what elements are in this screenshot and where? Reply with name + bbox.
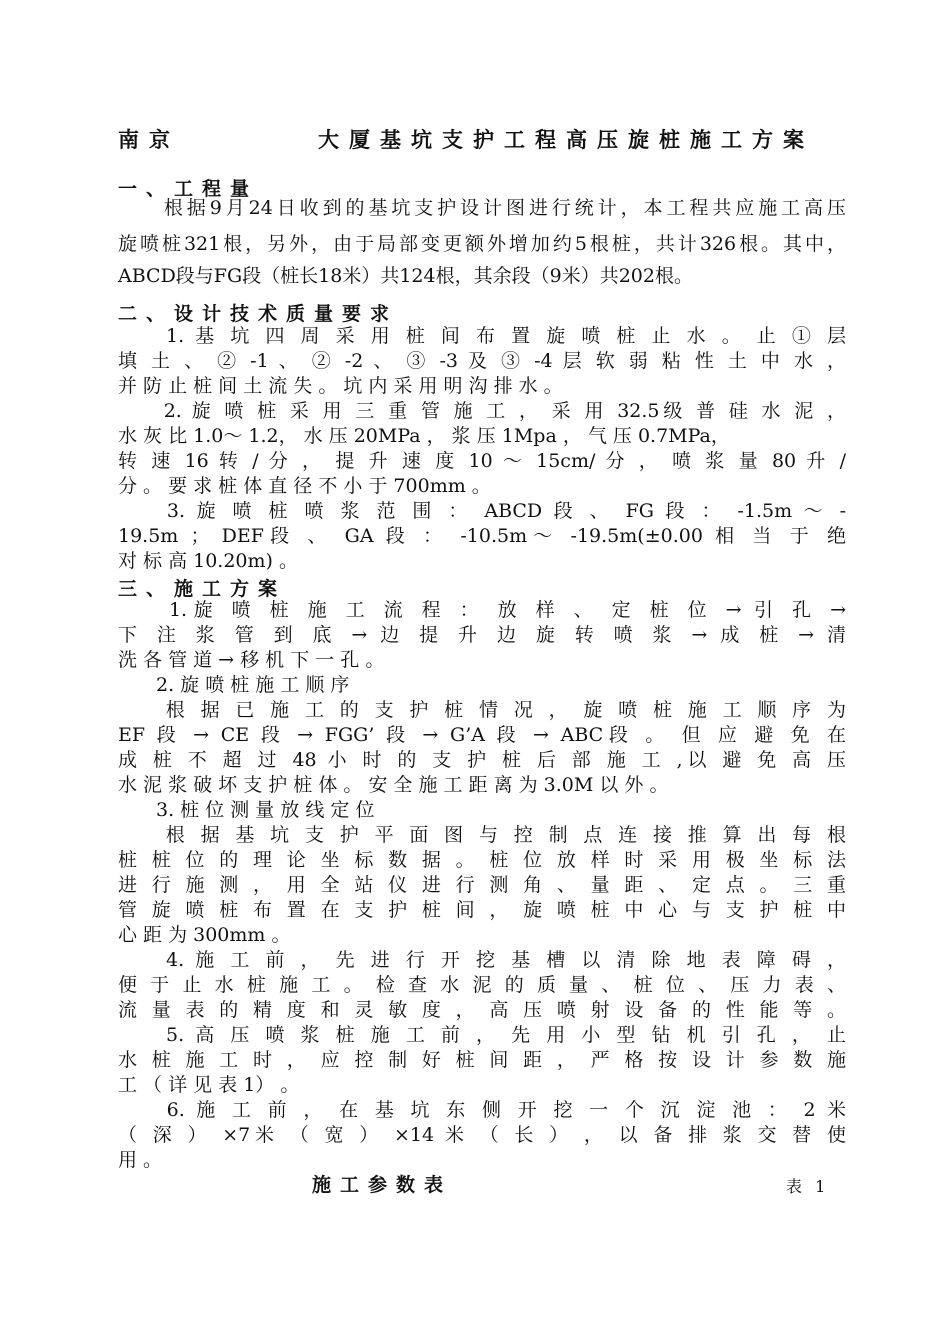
paragraph-line: 工 （ 详 见 表 1） 。 xyxy=(118,1074,300,1096)
paragraph-line: 根 据 已 施 工 的 支 护 桩 情 况 ， 旋 喷 桩 施 工 顺 序 为 xyxy=(118,699,846,721)
paragraph-line: 填 土 、 ② -1 、 ② -2 、 ③ -3 及 ③ -4 层 软 弱 粘 性 土 中 水 ， xyxy=(118,350,846,372)
paragraph-line: 便 于 止 水 桩 施 工 。 检 查 水 泥 的 质 量 、 桩 位 、 压 力 表 、 xyxy=(118,974,846,996)
paragraph-line: 1.旋 喷 桩 施 工 流 程 ： 放 样 、 定 桩 位 → 引 孔 → xyxy=(118,599,846,621)
paragraph-line: 根 据 基 坑 支 护 平 面 图 与 控 制 点 连 接 推 算 出 每 根 xyxy=(118,824,846,846)
section-2-heading: 二、设计技术质量要求 xyxy=(118,303,399,325)
paragraph-line: 根据9月24日收到的基坑支护设计图进行统计，本工程共应施工高压 xyxy=(118,197,846,219)
paragraph-line: 4. 施 工 前 ， 先 进 行 开 挖 基 槽 以 清 除 地 表 障 碍 ， xyxy=(118,949,846,971)
section-1-heading: 一、工程量 xyxy=(118,178,259,200)
paragraph-line: 桩 桩 位 的 理 论 坐 标 数 据 。 桩 位 放 样 时 采 用 极 坐 标 法 xyxy=(118,849,846,871)
paragraph-line: 下 注 浆 管 到 底 → 边 提 升 边 旋 转 喷 浆 → 成 桩 → 清 xyxy=(118,624,846,646)
paragraph-line: 并 防 止 桩 间 土 流 失 。 坑 内 采 用 明 沟 排 水 。 xyxy=(118,375,563,397)
paragraph-line: 水 泥 浆 破 坏 支 护 桩 体 。 安 全 施 工 距 离 为 3.0M 以 外 。 xyxy=(118,774,669,796)
paragraph-line: （ 深 ） ×7米 （ 宽 ） ×14 米 （ 长 ） ， 以 备 排 浆 交 替 使 xyxy=(118,1124,846,1146)
title-city: 南京 xyxy=(118,128,180,152)
paragraph-line: 心 距 为 300mm 。 xyxy=(118,924,291,946)
paragraph-line: 2. 旋 喷 桩 施 工 顺 序 xyxy=(118,674,350,696)
table-title: 施工参数表 xyxy=(312,1174,453,1196)
paragraph-line: EF 段 → CE 段 → FGG’ 段 → G’A 段 → ABC段 。 但 应 避 免 在 xyxy=(118,724,846,746)
paragraph-line: 水 桩 施 工 时 ， 应 控 制 好 桩 间 距 ， 严 格 按 设 计 参 数 施 xyxy=(118,1049,846,1071)
page-title: 大厦基坑支护工程高压旋桩施工方案 xyxy=(318,128,814,152)
paragraph-line: 转 速 16 转 / 分 ， 提 升 速 度 10 ～ 15cm/ 分 ， 喷 浆 量 80 升 / xyxy=(118,450,846,472)
paragraph-line: 成 桩 不 超 过 48 小 时 的 支 护 桩 后 部 施 工 ,以 避 免 高 压 xyxy=(118,749,846,771)
paragraph-line: 6. 施 工 前 ， 在 基 坑 东 侧 开 挖 一 个 沉 淀 池 ： 2 米 xyxy=(118,1099,846,1121)
section-3-heading: 三、施工方案 xyxy=(118,578,287,600)
paragraph-line: 管 旋 喷 桩 布 置 在 支 护 桩 间 ， 旋 喷 桩 中 心 与 支 护 桩 中 xyxy=(118,899,846,921)
paragraph-line: 水 灰 比 1.0～ 1.2， 水 压 20MPa ， 浆 压 1Mpa ， 气 压 0.7MPa， xyxy=(118,425,730,447)
paragraph-line: 19.5m ； DEF段 、 GA 段 ： -10.5m～ -19.5m(±0.00 相 当 于 绝 xyxy=(118,525,846,547)
paragraph-line: 2. 旋 喷 桩 采 用 三 重 管 施 工 ， 采 用 32.5级 普 硅 水 泥 ， xyxy=(118,400,846,422)
paragraph-line: 用 。 xyxy=(118,1149,163,1171)
paragraph-line: 3. 桩 位 测 量 放 线 定 位 xyxy=(118,799,375,821)
paragraph-line: 旋喷桩321根，另外，由于局部变更额外增加约5根桩，共计326根。其中， xyxy=(118,233,846,255)
paragraph-line: 流 量 表 的 精 度 和 灵 敏 度 ， 高 压 喷 射 设 备 的 性 能 等 。 xyxy=(118,999,846,1021)
paragraph-line: 3. 旋 喷 桩 喷 浆 范 围 ： ABCD 段 、 FG 段 ： -1.5m ～ - xyxy=(118,500,846,522)
paragraph-line: 5. 高 压 喷 浆 桩 施 工 前 ， 先 用 小 型 钻 机 引 孔 ， 止 xyxy=(118,1024,846,1046)
table-number: 表 1 xyxy=(786,1177,830,1196)
paragraph-line: 分 。 要 求 桩 体 直 径 不 小 于 700mm 。 xyxy=(118,475,491,497)
paragraph-line: ABCD段与FG段（桩长18米）共124根，其余段（9米）共202根。 xyxy=(118,265,693,287)
paragraph-line: 洗 各 管 道 → 移 机 下 一 孔 。 xyxy=(118,649,385,671)
paragraph-line: 对 标 高 10.20m) 。 xyxy=(118,550,298,572)
paragraph-line: 1. 基 坑 四 周 采 用 桩 间 布 置 旋 喷 桩 止 水 。 止 ① 层 xyxy=(118,325,846,347)
paragraph-line: 进 行 施 测 ， 用 全 站 仪 进 行 测 角 、 量 距 、 定 点 。 三 重 xyxy=(118,874,846,896)
